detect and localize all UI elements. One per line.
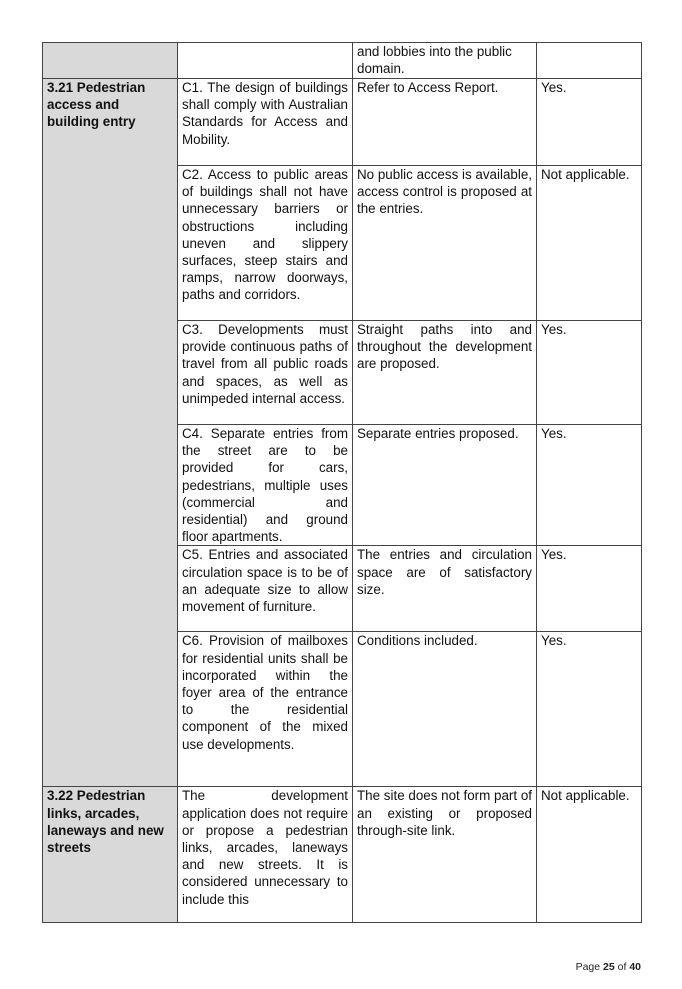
complies-cell: Yes. <box>537 546 642 632</box>
page-number: 25 <box>603 961 615 973</box>
requirement-cell <box>178 787 353 923</box>
proposal-cell: and lobbies into the public domain. <box>353 43 537 79</box>
proposal-cell: Refer to Access Report. <box>353 79 537 166</box>
requirement-cell <box>178 43 353 79</box>
page-footer <box>576 961 641 973</box>
control-cell: 3.21 Pedestrian access and building entry <box>43 79 178 787</box>
complies-cell: Not applicable. <box>537 787 642 923</box>
control-cell: 3.22 Pedestrian links, arcades, laneways and new streets <box>43 787 178 923</box>
requirement-cell: C1. The design of buildings shall comply with Australian Standards for Access and Mobility. <box>178 79 353 166</box>
table-row <box>43 43 642 79</box>
proposal-cell: The entries and circulation space are of satisfactory size. <box>353 546 537 632</box>
proposal-cell: The site does not form part of an existing or proposed through-site link. <box>353 787 537 923</box>
requirement-cell: C5. Entries and associated circulation space is to be of an adequate size to allow movement of furniture. <box>178 546 353 632</box>
proposal-cell: Conditions included. <box>353 632 537 787</box>
complies-cell: Yes. <box>537 632 642 787</box>
requirement-cell: C4. Separate entries from the street are to be provided for cars, pedestrians, multiple uses (commercial and residential) and ground floor apartments. <box>178 425 353 546</box>
complies-cell: Not applicable. <box>537 166 642 321</box>
requirement-cell: C2. Access to public areas of buildings shall not have unnecessary barriers or obstructions including uneven and slippery surfaces, steep stairs and ramps, narrow doorways, paths and corridors. <box>178 166 353 321</box>
control-cell <box>43 43 178 79</box>
requirement-cell: C3. Developments must provide continuous paths of travel from all public roads and spaces, as well as unimpeded internal access. <box>178 321 353 425</box>
complies-cell <box>537 43 642 79</box>
proposal-cell: Straight paths into and throughout the development are proposed. <box>353 321 537 425</box>
proposal-cell: Separate entries proposed. <box>353 425 537 546</box>
page-total: 40 <box>629 961 641 973</box>
compliance-table <box>42 42 642 923</box>
page-label: Page <box>575 961 601 973</box>
table-row <box>43 787 642 923</box>
complies-cell: Yes. <box>537 79 642 166</box>
requirement-text: The development application does not require or propose a pedestrian links, arcades, laneways and new streets. It is considered unnecessary to include this <box>182 788 348 907</box>
requirement-cell: C6. Provision of mailboxes for residential units shall be incorporated within the foyer area of the entrance to the residential component of the mixed use developments. <box>178 632 353 787</box>
complies-cell: Yes. <box>537 425 642 546</box>
proposal-cell: No public access is available, access control is proposed at the entries. <box>353 166 537 321</box>
page-of-label: of <box>617 961 627 973</box>
table-row <box>43 79 642 166</box>
complies-cell: Yes. <box>537 321 642 425</box>
